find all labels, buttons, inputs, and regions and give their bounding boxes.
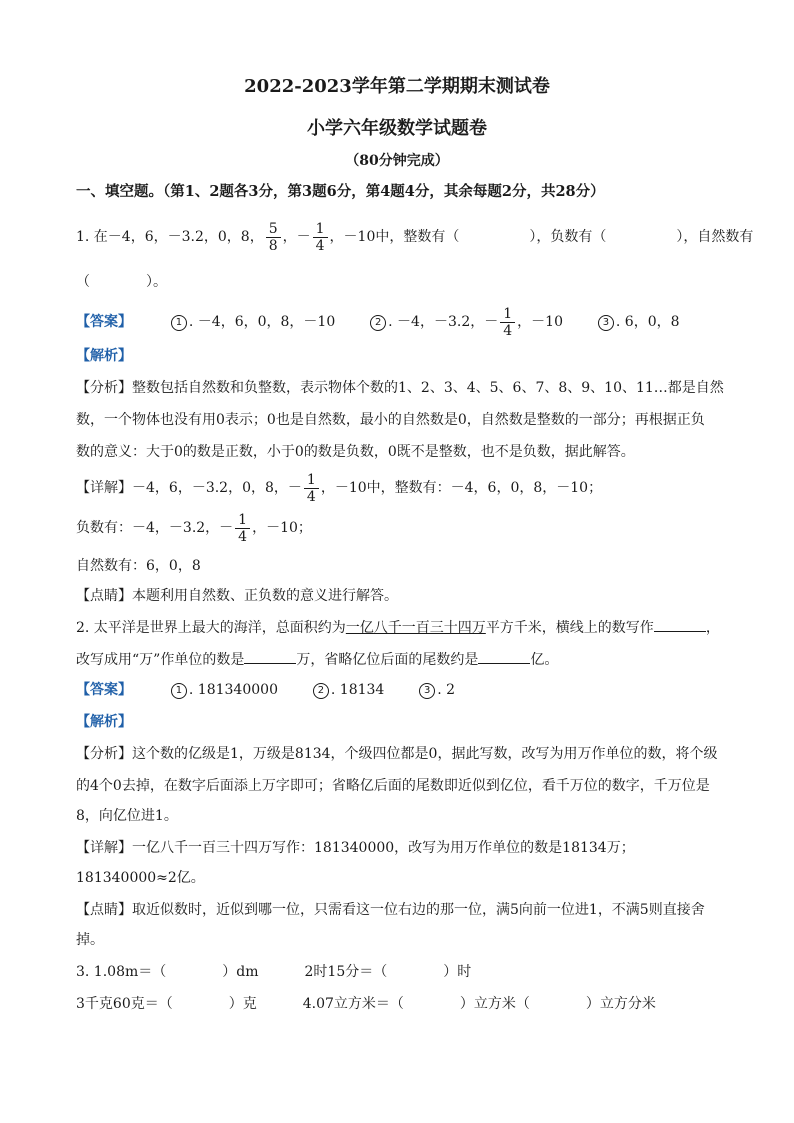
circled-number-3: 3 bbox=[419, 683, 435, 699]
answer-tag: 【答案】 bbox=[76, 682, 132, 698]
q1-key-point: 【点睛】本题利用自然数、正负数的意义进行解答。 bbox=[76, 588, 398, 604]
circled-number-2: 2 bbox=[313, 683, 329, 699]
circled-number-2: 2 bbox=[370, 315, 386, 331]
question-3-line-2: 3千克60克＝（ ）克 4.07立方米＝（ ）立方米（ ）立方分米 bbox=[76, 996, 656, 1012]
q1-fenxi-line-1: 【分析】整数包括自然数和负整数，表示物体个数的1、2、3、4、5、6、7、8、9、10、11…都是自然 bbox=[76, 380, 724, 396]
q1-fenxi-line-2: 数，一个物体也没有用0表示；0也是自然数，最小的自然数是0，自然数是整数的一部分；再根据正负 bbox=[76, 412, 705, 428]
fraction-one-quarter: $\frac{1}{4}$ bbox=[235, 512, 250, 545]
question-1-line-2: （ ）。 bbox=[76, 274, 167, 290]
answer-blank[interactable] bbox=[654, 631, 706, 632]
analysis-tag: 【解析】 bbox=[76, 714, 132, 730]
answer-tag: 【答案】 bbox=[76, 314, 132, 330]
q1-detail-line-3: 自然数有：6，0，8 bbox=[76, 558, 201, 574]
question-2-line-1: 2. 太平洋是世界上最大的海洋，总面积约为一亿八千一百三十四万平方千米，横线上的数写作 ， bbox=[76, 620, 720, 636]
question-1-line-1 bbox=[76, 214, 753, 260]
answer-blank[interactable] bbox=[478, 663, 530, 664]
q1-detail-line-2: 负数有：－4，－3.2，－ $\frac{1}{4}$ ，－10； bbox=[76, 511, 312, 545]
exam-duration: （80分钟完成） bbox=[345, 153, 449, 169]
q2-detail-line-1: 【详解】一亿八千一百三十四万写作：181340000，改写为用万作单位的数是18134万； bbox=[76, 840, 635, 856]
underlined-number-text: 一亿八千一百三十四万 bbox=[345, 620, 486, 636]
exam-subtitle: 小学六年级数学试题卷 bbox=[307, 118, 487, 139]
fraction-one-quarter: $\frac{1}{4}$ bbox=[500, 306, 515, 339]
circled-number-3: 3 bbox=[598, 315, 614, 331]
q1-answer-line bbox=[76, 302, 680, 342]
answer-blank[interactable] bbox=[244, 663, 296, 664]
analysis-tag: 【解析】 bbox=[76, 348, 132, 364]
q1-answer-2-post: ，－10 bbox=[517, 314, 563, 330]
q1-answer-2-pre: . －4，－3.2，－ bbox=[388, 314, 499, 330]
q1-mid: ，－ bbox=[282, 229, 311, 245]
question-3-line-1: 3. 1.08m＝（ ）dm 2时15分＝（ ）时 bbox=[76, 964, 472, 980]
fraction-five-eighths: $\frac{5}{8}$ bbox=[266, 221, 281, 254]
question-2-line-2: 改写成用“万”作单位的数是 万，省略亿位后面的尾数约是 亿。 bbox=[76, 652, 559, 668]
q2-fenxi-line-1: 【分析】这个数的亿级是1，万级是8134，个级四位都是0，据此写数，改写为用万作单位的数，将个级 bbox=[76, 746, 718, 762]
q1-fenxi-line-3: 数的意义：大于0的数是正数，小于0的数是负数，0既不是整数，也不是负数，据此解答。 bbox=[76, 444, 635, 460]
q1-answer-1: . －4，6，0，8，－10 bbox=[188, 314, 336, 330]
section-heading: 一、填空题。（第1、2题各3分，第3题6分，第4题4分，其余每题2分，共28分） bbox=[76, 183, 605, 200]
q2-detail-line-2: 181340000≈2亿。 bbox=[76, 870, 205, 886]
q2-key-point-line-2: 掉。 bbox=[76, 932, 104, 948]
fraction-one-quarter: $\frac{1}{4}$ bbox=[313, 221, 328, 254]
circled-number-1: 1 bbox=[171, 683, 187, 699]
q2-fenxi-line-2: 的4个0去掉，在数字后面添上万字即可；省略亿后面的尾数即近似到亿位，看千万位的数字，千万位是 bbox=[76, 778, 710, 794]
q1-answer-3: . 6，0，8 bbox=[615, 314, 680, 330]
q1-detail-line-1: 【详解】－4，6，－3.2，0，8，－ $\frac{1}{4}$ ，－10中，整数有：－4，6，0，8，－10； bbox=[76, 471, 603, 505]
q1-suffix: ，－10中，整数有（ ），负数有（ ），自然数有 bbox=[329, 229, 754, 245]
exam-title: 2022-2023学年第二学期期末测试卷 bbox=[244, 76, 550, 97]
q1-prefix: 1. 在－4，6，－3.2，0，8， bbox=[76, 229, 264, 245]
fraction-one-quarter: $\frac{1}{4}$ bbox=[304, 472, 319, 505]
q2-fenxi-line-3: 8，向亿位进1。 bbox=[76, 808, 178, 824]
q2-answer-line: 【答案】 1 . 181340000 2 . 18134 3 . 2 bbox=[76, 682, 456, 698]
q2-key-point-line-1: 【点睛】取近似数时，近似到哪一位，只需看这一位右边的那一位，满5向前一位进1，不满5则直接舍 bbox=[76, 902, 705, 918]
circled-number-1: 1 bbox=[171, 315, 187, 331]
